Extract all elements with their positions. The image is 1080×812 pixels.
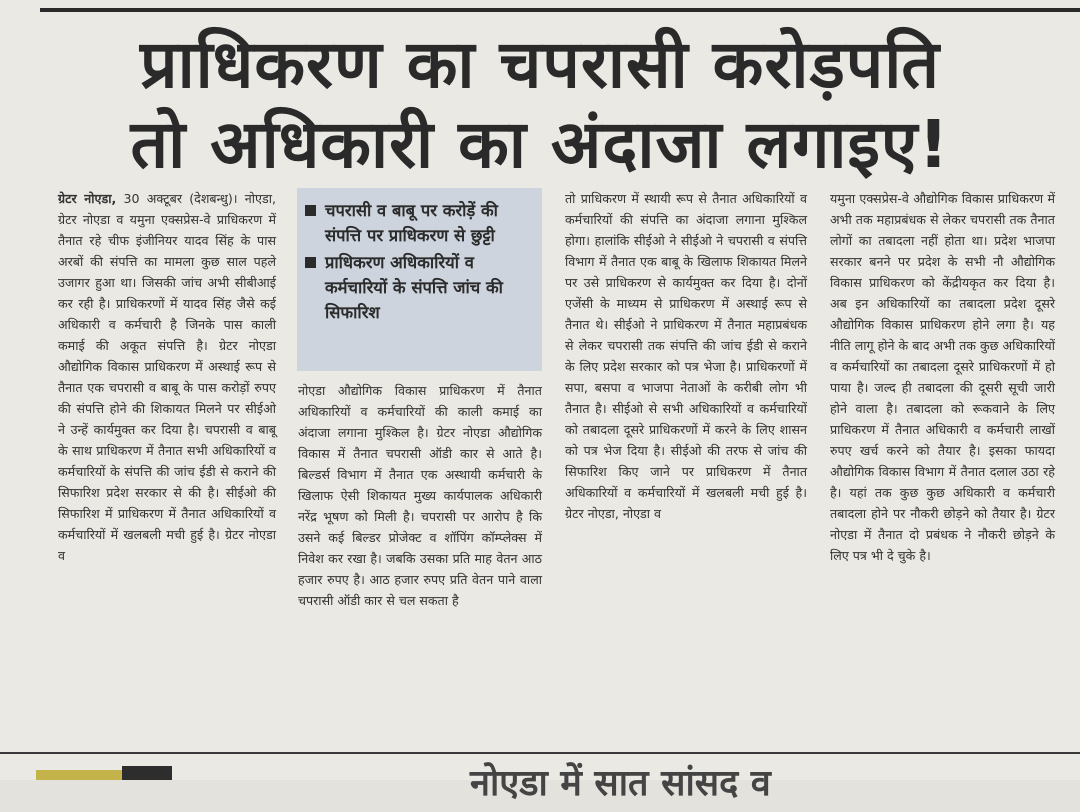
highlight-item [305,250,534,325]
highlight-item [305,198,534,248]
column-4-text: यमुना एक्सप्रेस-वे औद्योगिक विकास प्राधिकरण में अभी तक महाप्रबंधक से लेकर चपरासी तक तैनात लोगों का तबादला नहीं होता था। प्रदेश भाजपा सरकार बनने पर प्रदेश के सभी नौ औद्योगिक विकास प्राधिकरण को केंद्रीयकृत कर दिया है। अब इन अधिकारियों का तबादला प्रदेश दूसरे औद्योगिक विकास प्राधिकरण होने लगा है। यह नीति लागू होने के बाद अभी तक कुछ अधिकारियों व कर्मचारियों का तबादला दूसरे प्राधिकरणों में हो पाया है। जल्द ही तबादला की दूसरी सूची जारी होने वाला है। तबादला को रूकवाने के लिए प्राधिकरण में तैनात अधिकारी व कर्मचारी लाखों रुपए खर्च करने को तैयार है। इसका फायदा औद्योगिक विकास विभाग में तैनात दलाल उठा रहे है। यहां तक कुछ कुछ अधिकारी व कर्मचारी तबादला होने पर नौकरी छोड़ने को तैयार है। ग्रेटर नोएडा में तैनात दो प्रबंधक ने नौकरी छोड़ने के लिए पत्र भी दे चुके है। [830,191,1055,563]
section-tab-yellow [36,770,122,780]
highlight-box [297,188,542,371]
next-headline-teaser: नोएडा में सात सांसद व [470,763,771,804]
article-column-4 [830,188,1055,736]
headline-line-1: प्राधिकरण का चपरासी करोड़पति [140,26,940,103]
article-column-3 [565,188,807,736]
dateline: ग्रेटर नोएडा, [58,191,117,206]
square-bullet-icon [305,205,316,216]
article-column-2 [298,380,542,736]
bottom-divider [0,752,1080,754]
column-2-text: नोएडा औद्योगिक विकास प्राधिकरण में तैनात अधिकारियों व कर्मचारियों की काली कमाई का अंदाजा लगाना मुश्किल है। ग्रेटर नोएडा औद्योगिक विकास में तैनात चपरासी ऑडी कार से आते है। बिल्डर्स विभाग में तैनात एक अस्थायी कर्मचारी के खिलाफ ऐसी शिकायत मुख्य कार्यपालक अधिकारी नरेंद्र भूषण को मिली है। चपरासी पर आरोप है कि उसने कई बिल्डर प्रोजेक्ट व शॉपिंग कॉम्प्लेक्स में निवेश कर रखा है। जबकि उसका प्रति माह वेतन आठ हजार रुपए है। आठ हजार रुपए प्रति वेतन पाने वाला चपरासी ऑडी कार से चल सकता है [298,383,542,608]
highlight-text-2: प्राधिकरण अधिकारियों व कर्मचारियों के संपत्ति जांच की सिफारिश [325,253,503,322]
section-tab-dark [122,766,172,780]
square-bullet-icon [305,257,316,268]
headline-line-2: तो अधिकारी का अंदाजा लगाइए! [130,106,950,183]
highlight-text-1: चपरासी व बाबू पर करोड़ें की संपत्ति पर प्राधिकरण से छुट्टी [325,201,498,245]
column-1-text: 30 अक्टूबर (देशबन्धु)। नोएडा, ग्रेटर नोएडा व यमुना एक्सप्रेस-वे प्राधिकरण में तैनात रहे चीफ इंजीनियर यादव सिंह के पास अरबों की संपत्ति का मामला कुछ साल पहले उजागर हुआ था। जिसकी जांच अभी सीबीआई कर रही है। प्राधिकरणों में यादव सिंह जैसे कई अधिकारी व कर्मचारी है जिनके पास काली कमाई की अकूत संपत्ति है। ग्रेटर नोएडा औद्योगिक विकास प्राधिकरण में अस्थाई रूप से तैनात एक चपरासी व बाबू के पास करोड़ों रुपए की संपत्ति होने की शिकायत मिलने पर सीईओ ने उन्हें कार्यमुक्त कर दिया है। चपरासी व बाबू के साथ प्राधिकरण में तैनात सभी अधिकारियों व कर्मचारियों के संपत्ति की जांच ईडी से कराने की सिफारिश प्रदेश सरकार से की है। सीईओ की सिफारिश में प्राधिकरण में तैनात अधिकारियों व कर्मचारियों में खलबली मची हुई है। ग्रेटर नोएडा व [58,191,276,563]
article-column-1 [58,188,276,736]
column-3-text: तो प्राधिकरण में स्थायी रूप से तैनात अधिकारियों व कर्मचारियों की संपत्ति का अंदाजा लगाना मुश्किल होगा। हालांकि सीईओ ने सीईओ ने चपरासी व संपत्ति विभाग में तैनात एक बाबू के खिलाफ शिकायत मिलने पर उसे प्राधिकरण से कार्यमुक्त कर दिया है। दोनों एजेंसी के माध्यम से प्राधिकरण में अस्थाई रूप से तैनात थे। सीईओ ने प्राधिकरण में तैनात महाप्रबंधक से लेकर चपरासी तक संपत्ति की जांच ईडी से कराने के लिए प्रदेश सरकार को पत्र भेजा है। प्राधिकरणों में सपा, बसपा व भाजपा नेताओं के करीबी लोग भी तैनात है। सीईओ से सभी अधिकारियों व कर्मचारियों को तबादला दूसरे प्राधिकरणों में करने के लिए शासन को पत्र भेज दिया है। सीईओ की तरफ से जांच की सिफारिश किए जाने पर प्राधिकरण में तैनात अधिकारियों व कर्मचारियों में खलबली मची हुई है। ग्रेटर नोएडा, नोएडा व [565,191,807,521]
top-divider [40,8,1080,12]
